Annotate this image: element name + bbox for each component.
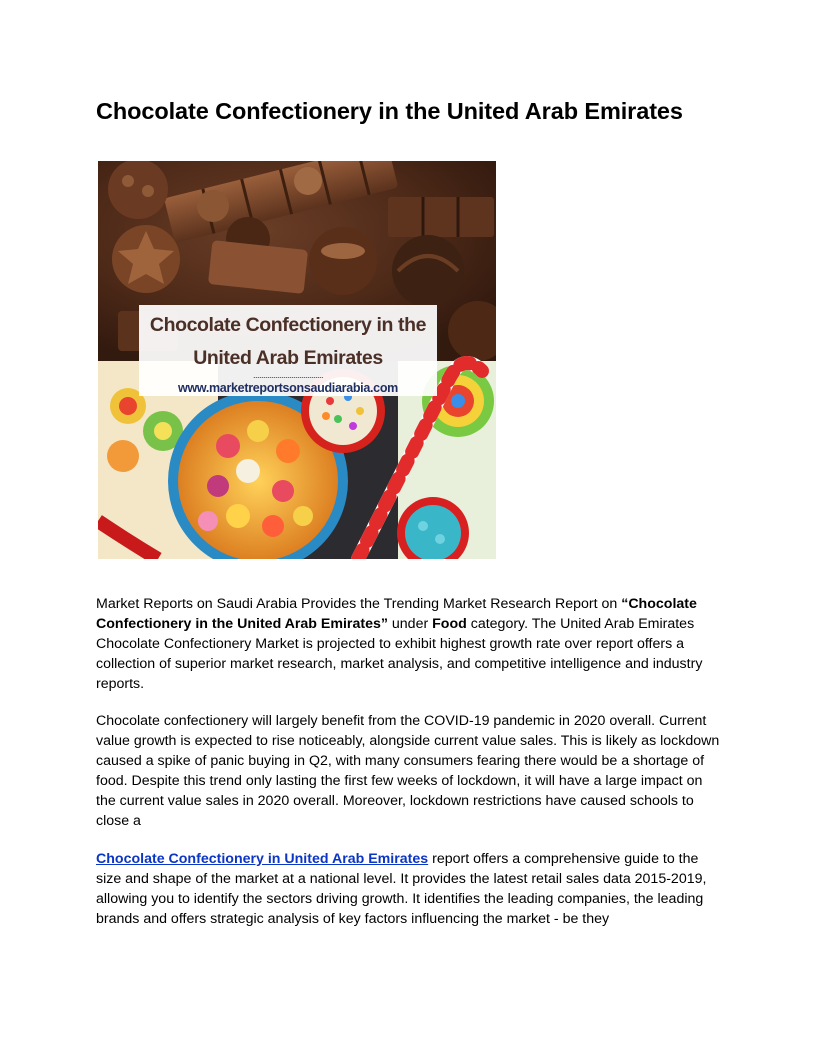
report-name: “Chocolate Confectionery in the United Arab Emirates” bbox=[96, 596, 697, 632]
hero-image bbox=[98, 161, 496, 559]
banner-url: www.marketreportsonsaudiarabia.com bbox=[178, 381, 398, 395]
hero-banner bbox=[139, 305, 437, 396]
intro-tail-text: category. The United Arab Emirates Chocolate Confectionery Market is projected to exhibit highest growth rate over report offers a collection of superior market research, market analysis, and competitive intelligence and industry reports. bbox=[96, 616, 703, 692]
report-text: report offers a comprehensive guide to the size and shape of the market at a national level. It provides the latest retail sales data 2015-2019, allowing you to identify the sectors driving growth. It identifies the leading companies, the leading brands and offers strategic analysis of key factors influencing the market - be they bbox=[96, 851, 707, 927]
category-name: Food bbox=[432, 616, 467, 632]
intro-paragraph bbox=[96, 594, 721, 694]
intro-text: Market Reports on Saudi Arabia Provides the Trending Market Research Report on bbox=[96, 596, 622, 612]
intro-under-text: under bbox=[387, 616, 433, 632]
report-link[interactable]: Chocolate Confectionery in United Arab Emirates bbox=[96, 851, 429, 867]
covid-paragraph: Chocolate confectionery will largely benefit from the COVID-19 pandemic in 2020 overall. Current value growth is expected to rise noticeably, alongside current value sales. This is likely as lockdown caused a spike of panic buying in Q2, with many consumers fearing there would be a shortage of food. Despite this trend only lasting the first few weeks of lockdown, it will have a large impact on the current value sales in 2020 overall. Moreover, lockdown restrictions have caused schools to close a bbox=[96, 713, 720, 829]
banner-title-line2: United Arab Emirates bbox=[193, 347, 383, 369]
page-title: Chocolate Confectionery in the United Arab Emirates bbox=[96, 98, 683, 124]
report-paragraph bbox=[96, 849, 721, 929]
banner-title-line1: Chocolate Confectionery in the bbox=[149, 314, 427, 336]
banner-dots: ................................... bbox=[252, 370, 324, 380]
